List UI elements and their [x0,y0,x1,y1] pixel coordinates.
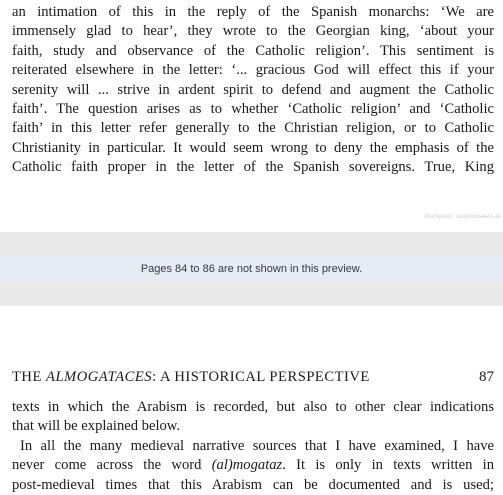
text-line: Catholic faith proper in the letter of the Spanish sovereigns. True, King [12,159,494,176]
text-line: that will be explained below. [12,418,181,435]
book-page-top [0,0,503,232]
text-line: faith’ in this letter refer generally to the Christian religion, or to Catholic [12,120,494,137]
running-head-title [12,369,370,386]
text-line: In all the many medieval narrative sources that I have examined, I have [20,437,494,454]
running-head [12,369,494,386]
text-line: texts in which the Arabism is recorded, but also to other clear indications [12,399,494,415]
text-line-mixed [12,456,494,475]
page-text-top [12,3,494,178]
text-line: faith’. The question arises as to whether ‘Catholic religion’ and ‘Catholic [12,100,494,117]
text-fragment: never come across the word [12,457,212,474]
running-head-prefix: THE [12,369,47,385]
italic-term: (al)mogataz [211,457,283,474]
running-head-suffix: : A HISTORICAL PERSPECTIVE [152,369,370,385]
book-page-bottom [0,306,503,493]
text-line: Christianity in particular. It would seem wrong to deny the emphasis of the [12,139,494,156]
text-line: faith, study and observance of the Catholic religion’. This sentiment is [12,42,494,59]
text-line: an intimation of this in the reply of the Spanish monarchs: ‘We are [12,4,494,20]
preview-notice-text: Pages 84 to 86 are not shown in this preview. [140,263,363,275]
preview-notice-bar [0,256,503,282]
text-line: serenity will ... strive in ardent spirit to defend and augment the Catholic [12,81,494,98]
page-text-bottom [12,398,494,495]
copyright-watermark: Материал, защищенный ав [424,214,501,220]
text-line: reiterated elsewhere in the letter: ‘... gracious God will effect this if your [12,62,494,79]
text-line: post-medieval times that this Arabism can be documented and is used; [12,476,494,493]
text-line: immensely glad to hear’, they wrote to the Georgian king, ‘about your [12,23,494,40]
running-head-italic: ALMOGATACES [46,369,153,385]
text-fragment: . It is only in texts written in [282,457,495,474]
page-number: 87 [479,369,494,385]
